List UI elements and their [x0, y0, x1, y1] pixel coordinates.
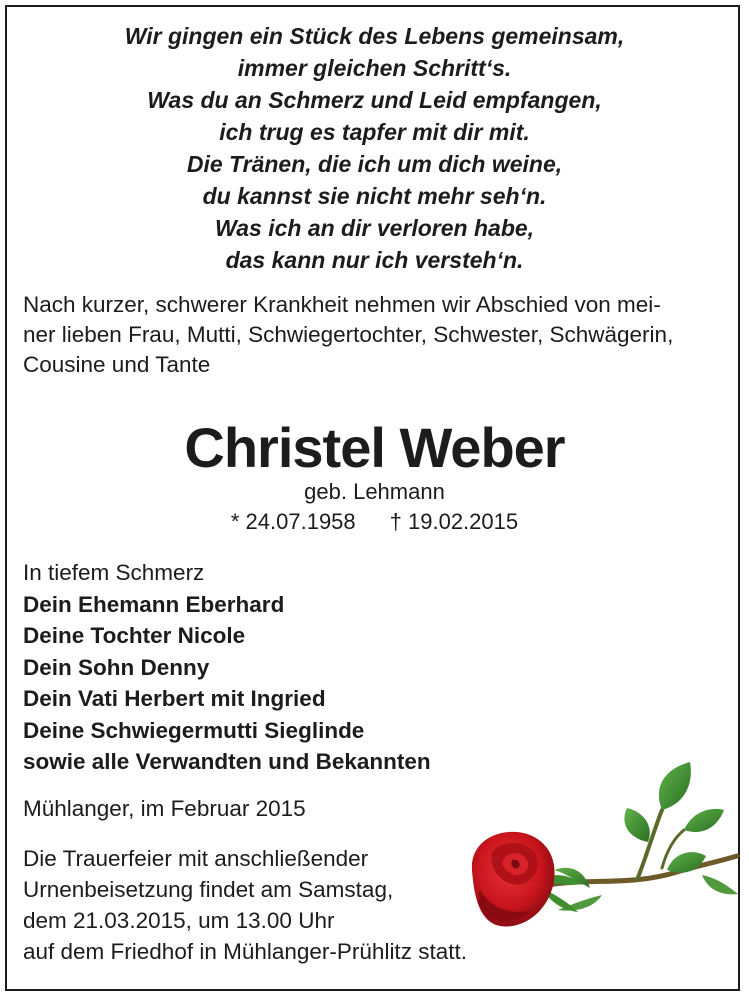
life-dates: [0, 508, 749, 536]
funeral-line: Urnenbeisetzung findet am Samstag,: [23, 877, 394, 902]
poem-line: das kann nur ich versteh‘n.: [225, 247, 524, 273]
funeral-line: dem 21.03.2015, um 13.00 Uhr: [23, 908, 335, 933]
red-rose-icon: [462, 760, 742, 940]
mourner-entry: Deine Schwiegermutti Sieglinde: [23, 717, 365, 743]
mourner-entry: Dein Sohn Denny: [23, 654, 210, 680]
mourners-lead: In tiefem Schmerz: [23, 560, 205, 585]
place-date: Mühlanger, im Februar 2015: [23, 796, 306, 821]
mourners: [23, 557, 728, 778]
poem-line: Die Tränen, die ich um dich weine,: [186, 151, 563, 177]
deceased-name: Christel Weber: [184, 416, 565, 479]
birth-date: * 24.07.1958: [230, 509, 356, 534]
rose-leaf: [659, 762, 691, 810]
poem-line: du kannst sie nicht mehr seh‘n.: [202, 183, 547, 209]
rose-leaf: [667, 852, 706, 873]
poem-line: Wir gingen ein Stück des Lebens gemeinsam,: [124, 23, 625, 49]
funeral-line: auf dem Friedhof in Mühlanger-Prühlitz statt.: [23, 939, 467, 964]
intro-line: Nach kurzer, schwerer Krankheit nehmen wir Abschied von mei-: [23, 292, 661, 317]
poem-line: immer gleichen Schritt‘s.: [237, 55, 512, 81]
poem: [0, 20, 749, 276]
birth-name: geb. Lehmann: [304, 479, 445, 504]
death-date: † 19.02.2015: [389, 509, 519, 534]
rose-leaf: [684, 809, 724, 832]
rose-leaf: [702, 875, 738, 894]
intro-text: [23, 290, 728, 380]
poem-line: Was du an Schmerz und Leid empfangen,: [147, 87, 602, 113]
funeral-line: Die Trauerfeier mit anschließender: [23, 846, 369, 871]
rose-leaf: [624, 808, 649, 842]
intro-line: ner lieben Frau, Mutti, Schwiegertochter, Schwester, Schwägerin,: [23, 322, 674, 347]
mourner-entry: Dein Vati Herbert mit Ingried: [23, 686, 326, 711]
mourner-entry: Dein Ehemann Eberhard: [23, 591, 285, 617]
mourner-entry: Deine Tochter Nicole: [23, 623, 246, 648]
mourner-entry: sowie alle Verwandten und Bekannten: [23, 749, 431, 774]
poem-line: Was ich an dir verloren habe,: [214, 215, 535, 241]
intro-line: Cousine und Tante: [23, 352, 211, 377]
poem-line: ich trug es tapfer mit dir mit.: [219, 119, 530, 145]
